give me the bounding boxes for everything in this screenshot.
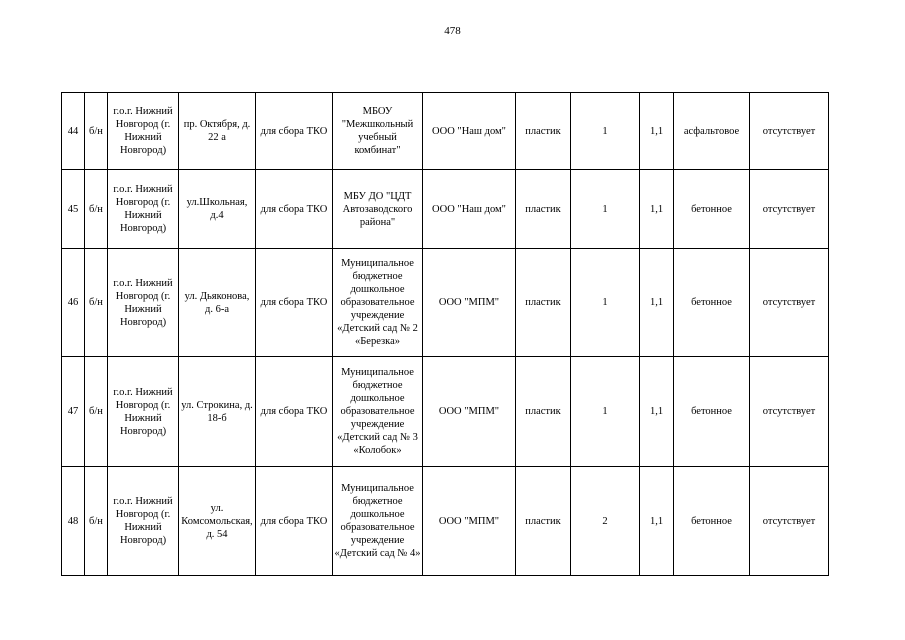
volume-cell: 1,1	[640, 467, 674, 576]
quantity-cell: 1	[571, 249, 640, 357]
row-number: 45	[62, 170, 85, 249]
owner-cell: Муниципальное бюджетное дошкольное образовательное учреждение «Детский сад № 3 «Колобок»	[333, 357, 423, 467]
operator-cell: ООО "МПМ"	[423, 357, 516, 467]
material-cell: пластик	[516, 357, 571, 467]
fence-cell: отсутствует	[750, 93, 829, 170]
table-row	[62, 357, 829, 467]
registry-number: б/н	[85, 249, 108, 357]
address-cell: ул. Строкина, д. 18-б	[179, 357, 256, 467]
page-number: 478	[444, 25, 461, 37]
quantity-cell: 1	[571, 357, 640, 467]
table-row	[62, 170, 829, 249]
address-cell: ул.Школьная, д.4	[179, 170, 256, 249]
row-number: 48	[62, 467, 85, 576]
surface-cell: асфальтовое	[674, 93, 750, 170]
fence-cell: отсутствует	[750, 170, 829, 249]
quantity-cell: 1	[571, 170, 640, 249]
registry-number: б/н	[85, 357, 108, 467]
volume-cell: 1,1	[640, 170, 674, 249]
registry-number: б/н	[85, 93, 108, 170]
owner-cell: Муниципальное бюджетное дошкольное образовательное учреждение «Детский сад № 2 «Березка»	[333, 249, 423, 357]
table-row	[62, 467, 829, 576]
operator-cell: ООО "Наш дом"	[423, 93, 516, 170]
table-row	[62, 249, 829, 357]
fence-cell: отсутствует	[750, 249, 829, 357]
operator-cell: ООО "МПМ"	[423, 467, 516, 576]
material-cell: пластик	[516, 93, 571, 170]
fence-cell: отсутствует	[750, 467, 829, 576]
purpose-cell: для сбора ТКО	[256, 357, 333, 467]
volume-cell: 1,1	[640, 249, 674, 357]
purpose-cell: для сбора ТКО	[256, 93, 333, 170]
locality-cell: г.о.г. Нижний Новгород (г. Нижний Новгород)	[108, 467, 179, 576]
quantity-cell: 2	[571, 467, 640, 576]
locality-cell: г.о.г. Нижний Новгород (г. Нижний Новгород)	[108, 170, 179, 249]
operator-cell: ООО "Наш дом"	[423, 170, 516, 249]
row-number: 44	[62, 93, 85, 170]
purpose-cell: для сбора ТКО	[256, 249, 333, 357]
address-cell: пр. Октября, д. 22 а	[179, 93, 256, 170]
address-cell: ул. Комсомольская, д. 54	[179, 467, 256, 576]
owner-cell: МБУ ДО "ЦДТ Автозаводского района"	[333, 170, 423, 249]
owner-cell: Муниципальное бюджетное дошкольное образовательное учреждение «Детский сад № 4»	[333, 467, 423, 576]
material-cell: пластик	[516, 170, 571, 249]
surface-cell: бетонное	[674, 467, 750, 576]
row-number: 47	[62, 357, 85, 467]
table-row	[62, 93, 829, 170]
material-cell: пластик	[516, 467, 571, 576]
material-cell: пластик	[516, 249, 571, 357]
locality-cell: г.о.г. Нижний Новгород (г. Нижний Новгород)	[108, 93, 179, 170]
surface-cell: бетонное	[674, 357, 750, 467]
surface-cell: бетонное	[674, 249, 750, 357]
purpose-cell: для сбора ТКО	[256, 170, 333, 249]
operator-cell: ООО "МПМ"	[423, 249, 516, 357]
address-cell: ул. Дьяконова, д. 6-а	[179, 249, 256, 357]
row-number: 46	[62, 249, 85, 357]
locality-cell: г.о.г. Нижний Новгород (г. Нижний Новгород)	[108, 249, 179, 357]
volume-cell: 1,1	[640, 93, 674, 170]
container-sites-table	[61, 92, 829, 576]
registry-number: б/н	[85, 467, 108, 576]
surface-cell: бетонное	[674, 170, 750, 249]
purpose-cell: для сбора ТКО	[256, 467, 333, 576]
volume-cell: 1,1	[640, 357, 674, 467]
locality-cell: г.о.г. Нижний Новгород (г. Нижний Новгород)	[108, 357, 179, 467]
fence-cell: отсутствует	[750, 357, 829, 467]
owner-cell: МБОУ "Межшкольный учебный комбинат"	[333, 93, 423, 170]
registry-number: б/н	[85, 170, 108, 249]
quantity-cell: 1	[571, 93, 640, 170]
